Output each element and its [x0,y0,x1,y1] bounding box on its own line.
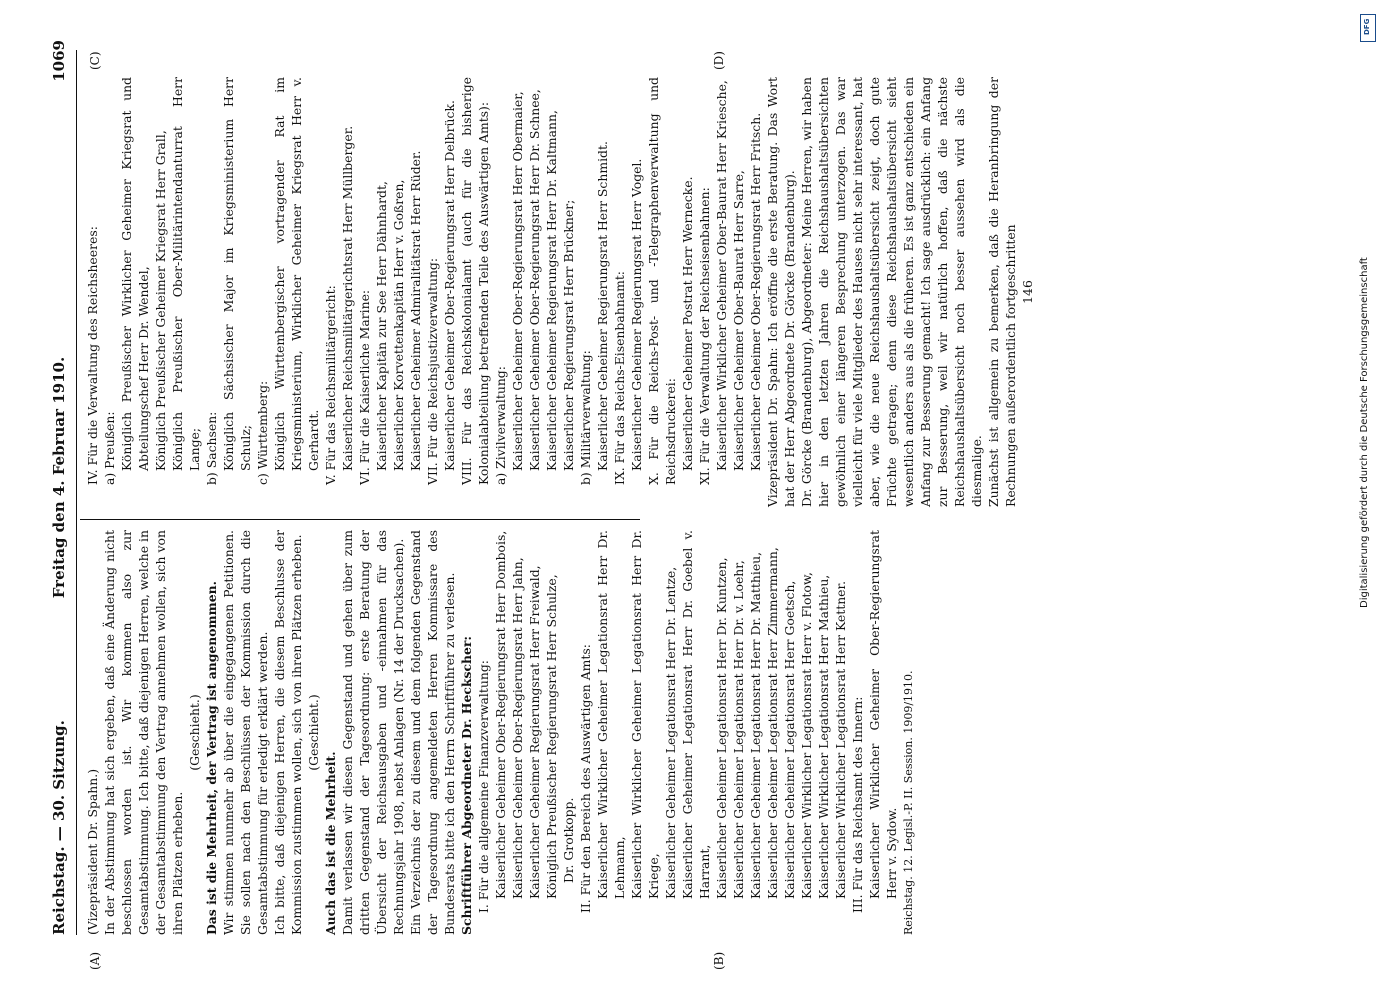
paragraph: In der Abstimmung hat sich ergeben, daß eine Änderung nicht beschlossen worden ist. Wir kommen also zur Gesamtabstimmung. Ich bitte, daß diejenigen Herren, welche in der Gesamtabstimmung den Vertrag annehmen wollen, sich von ihren Plätzen erheben. [102,530,185,935]
list-item: Kaiserlicher Geheimer Regierungsrat Herr Vogel. [629,158,644,471]
margin-letter-b: (B) [712,951,726,970]
digitization-sidebar [1358,10,1378,610]
list-item: Kaiserlicher Geheimer Ober-Regierungsrat Herr Dombois, [493,530,508,899]
signature-number: 146 [1020,280,1035,304]
list-item: Kaiserlicher Regierungsrat Herr Brückner; [561,199,576,471]
list-item: Kaiserlicher Geheimer Legationsrat Herr Dr. v. Loehr, [731,560,746,899]
list-item: Kaiserlicher Wirklicher Legationsrat Herr Mathieu, [816,574,831,899]
list-item: Königlich Preußischer Wirklicher Geheimer Kriegsrat und Abteilungschef Herr Dr. Wendel, [119,77,151,471]
list-item: Kaiserlicher Geheimer Admiralitätsrat Herr Rüder. [408,150,423,471]
list-item: Kaiserlicher Wirklicher Geheimer Legationsrat Herr Dr. Kriege, [629,530,661,899]
list-subheading: a) Preußen: [102,411,117,485]
list-item: Kaiserlicher Kapitän zur See Herr Dähnhardt, [374,181,389,471]
header-center: Freitag den 4. Februar 1910. [50,356,68,599]
paragraph: Wir stimmen nunmehr ab über die eingegangenen Petitionen. Sie sollen nach den Beschlüssen der Kommission durch die Gesamtabstimmung für erledigt erklärt werden. [221,530,270,935]
paragraph: Dr. Görcke (Brandenburg), Abgeordneter: Meine Herren, wir haben hier in den letzten Jahren die Reichshaushaltsübersichten gewöhnlich einer längeren Besprechung unterzogen. Das war vielleicht für viele Mitglieder des Hauses nicht sehr interessant, hat aber, wie die neue Reichshaushaltsübersicht zeigt, doch gute Früchte getragen; denn diese Reichshaushaltsübersicht sieht wesentlich anders aus als die früheren. Es ist ganz entschieden ein Anfang zur Besserung gemacht! Ich sage ausdrücklich: ein Anfang zur Besserung, weil wir natürlich hoffen, daß die nächste Reichshaushaltsübersicht noch besser aussehen wird als die diesmalige. [799,77,984,507]
list-item: Kaiserlicher Geheimer Ober-Regierungsrat Herr Fritsch. [748,112,763,471]
list-heading: X. Für die Reichs-Post- und -Telegraphenverwaltung und Reichsdruckerei: [646,77,678,485]
paragraph: Schriftführer Abgeordneter Dr. Heckscher: [459,635,474,935]
list-item: Kaiserlicher Geheimer Legationsrat Herr Zimmermann, [765,547,780,899]
list-heading: VIII. Für das Reichskolonialamt (auch für die bisherige Kolonialabteilung betreffenden Teile des Auswärtigen Amts): [459,77,491,485]
list-item: Kaiserlicher Korvettenkapitän Herr v. Goßren, [391,179,406,471]
list-item: Kaiserlicher Geheimer Legationsrat Herr Dr. Matthieu, [748,551,763,899]
paragraph: (Vizepräsident Dr. Spahn.) [85,768,100,935]
page-number: 1069 [50,40,68,82]
paragraph: (Geschieht.) [306,694,321,771]
list-item: Kaiserlicher Reichsmilitärgerichtsrat Herr Müllberger. [340,125,355,471]
paragraph: Damit verlassen wir diesen Gegenstand und gehen über zum dritten Gegenstand der Tagesordnung: erste Beratung der Übersicht der Reichsausgaben und -einnahmen für das Rechnungsjahr 1908, nebst Anlagen (Nr. 14 der Drucksachen). [340,530,406,935]
list-item: Kaiserlicher Geheimer Ober-Regierungsrat Herr Delbrück. [442,100,457,471]
page-header [50,20,74,935]
header-rule [76,50,77,935]
list-item: Kaiserlicher Geheimer Postrat Herr Wernecke. [680,176,695,471]
list-item: Dr. Grotkopp. [561,797,576,883]
list-item: Kaiserlicher Wirklicher Legationsrat Herr v. Flotow, [799,572,814,899]
list-heading: II. Für den Bereich des Auswärtigen Amts: [578,644,593,913]
list-item: Kaiserlicher Wirklicher Geheimer Ober-Baurat Herr Kriesche, [714,80,729,471]
paragraph: (Geschieht.) [187,694,202,771]
list-item: Kaiserlicher Wirklicher Geheimer Legationsrat Herr Dr. Lehmann, [595,530,627,899]
margin-letter-c: (C) [88,51,102,70]
list-item: Königlich Preußischer Geheimer Kriegsrat Herr Grall, [153,130,168,471]
list-heading: XI. Für die Verwaltung der Reichseisenbahnen: [697,187,712,485]
list-subheading: a) Zivilverwaltung: [493,366,508,485]
paragraph: Auch das ist die Mehrheit. [323,751,338,935]
list-item: Kaiserlicher Geheimer Ober-Regierungsrat Herr Jahn, [510,557,525,899]
list-heading: V. Für das Reichsmilitärgericht: [323,285,338,485]
list-heading: III. Für das Reichsamt des Innern: [850,696,865,913]
list-item: Königlich Württembergischer vortragender Rat im Kriegsministerium, Wirklicher Geheimer Kriegsrat Herr v. Gerhardt. [272,77,321,471]
list-heading: VII. Für die Reichsjustizverwaltung: [425,257,440,485]
list-item: Kaiserlicher Geheimer Ober-Regierungsrat Herr Obermaier, [510,91,525,471]
dfg-logo: DFG [1360,14,1376,42]
right-column [84,77,1036,507]
list-item: Kaiserlicher Geheimer Regierungsrat Herr Freiwald, [527,565,542,899]
list-item: Kaiserlicher Geheimer Ober-Baurat Herr Sarre, [731,170,746,471]
header-left: Reichstag. — 30. Sitzung. [50,720,68,935]
margin-letter-a: (A) [88,951,102,970]
list-item: Königlich Preußischer Regierungsrat Herr Schulze, [544,574,559,899]
list-item: Kaiserlicher Geheimer Legationsrat Herr Dr. Goebel v. Harrant, [680,530,712,899]
list-subheading: b) Sachsen: [204,411,219,485]
left-column [84,530,917,935]
list-item: Kaiserlicher Geheimer Legationsrat Herr Goetsch, [782,580,797,899]
list-heading: IX. Für das Reichs-Eisenbahnamt: [612,271,627,485]
page-content [40,20,1340,975]
list-heading: IV. Für die Verwaltung des Reichsheeres: [85,226,100,485]
list-item: Kaiserlicher Geheimer Regierungsrat Herr Dr. Kaltmann, [544,110,559,471]
list-subheading: b) Militärverwaltung: [578,350,593,485]
paragraph: Vizepräsident Dr. Spahn: Ich eröffne die erste Beratung. Das Wort hat der Herr Abgeordnete Dr. Görcke (Brandenburg). [765,77,797,507]
footer-left: Reichstag. 12. Legisl.-P. II. Session. 1909/1910. [902,670,915,935]
list-item: Kaiserlicher Geheimer Legationsrat Herr Dr. Kuntzen, [714,557,729,899]
list-heading: I. Für die allgemeine Finanzverwaltung: [476,660,491,913]
list-item: Königlich Sächsischer Major im Kriegsministerium Herr Schulz; [221,77,253,471]
margin-letter-d: (D) [712,51,726,70]
list-item: Kaiserlicher Wirklicher Legationsrat Herr Kettner. [833,580,848,899]
list-item: Königlich Preußischer Ober-Militärintendanturrat Herr Lange; [170,77,202,471]
paragraph: Ich bitte, daß diejenigen Herren, die diesem Beschlusse der Kommission zustimmen wollen, sich von ihren Plätzen erheben. [272,530,304,935]
list-subheading: c) Württemberg: [255,380,270,485]
list-item: Kaiserlicher Geheimer Ober-Regierungsrat Herr Dr. Schnee, [527,89,542,471]
list-item: Kaiserlicher Geheimer Legationsrat Herr Dr. Lentze, [663,566,678,899]
digitization-credit: Digitalisierung gefördert durch die Deutsche Forschungsgemeinschaft [1359,257,1370,608]
list-heading: VI. Für die Kaiserliche Marine: [357,289,372,485]
paragraph: Zunächst ist allgemein zu bemerken, daß die Heranbringung der Rechnungen außerordentlich fortgeschritten [986,77,1018,507]
list-item: Kaiserlicher Wirklicher Geheimer Ober-Regierungsrat Herr v. Sydow. [867,530,899,899]
column-divider [80,519,640,520]
list-item: Kaiserlicher Geheimer Regierungsrat Herr Schmidt. [595,141,610,471]
paragraph: Ein Verzeichnis der zu diesem und dem folgenden Gegenstand der Tagesordnung angemeldeten Herren Kommissare des Bundesrats bitte ich den Herrn Schriftführer zu verlesen. [408,530,457,935]
paragraph: Das ist die Mehrheit, der Vertrag ist angenommen. [204,581,219,935]
